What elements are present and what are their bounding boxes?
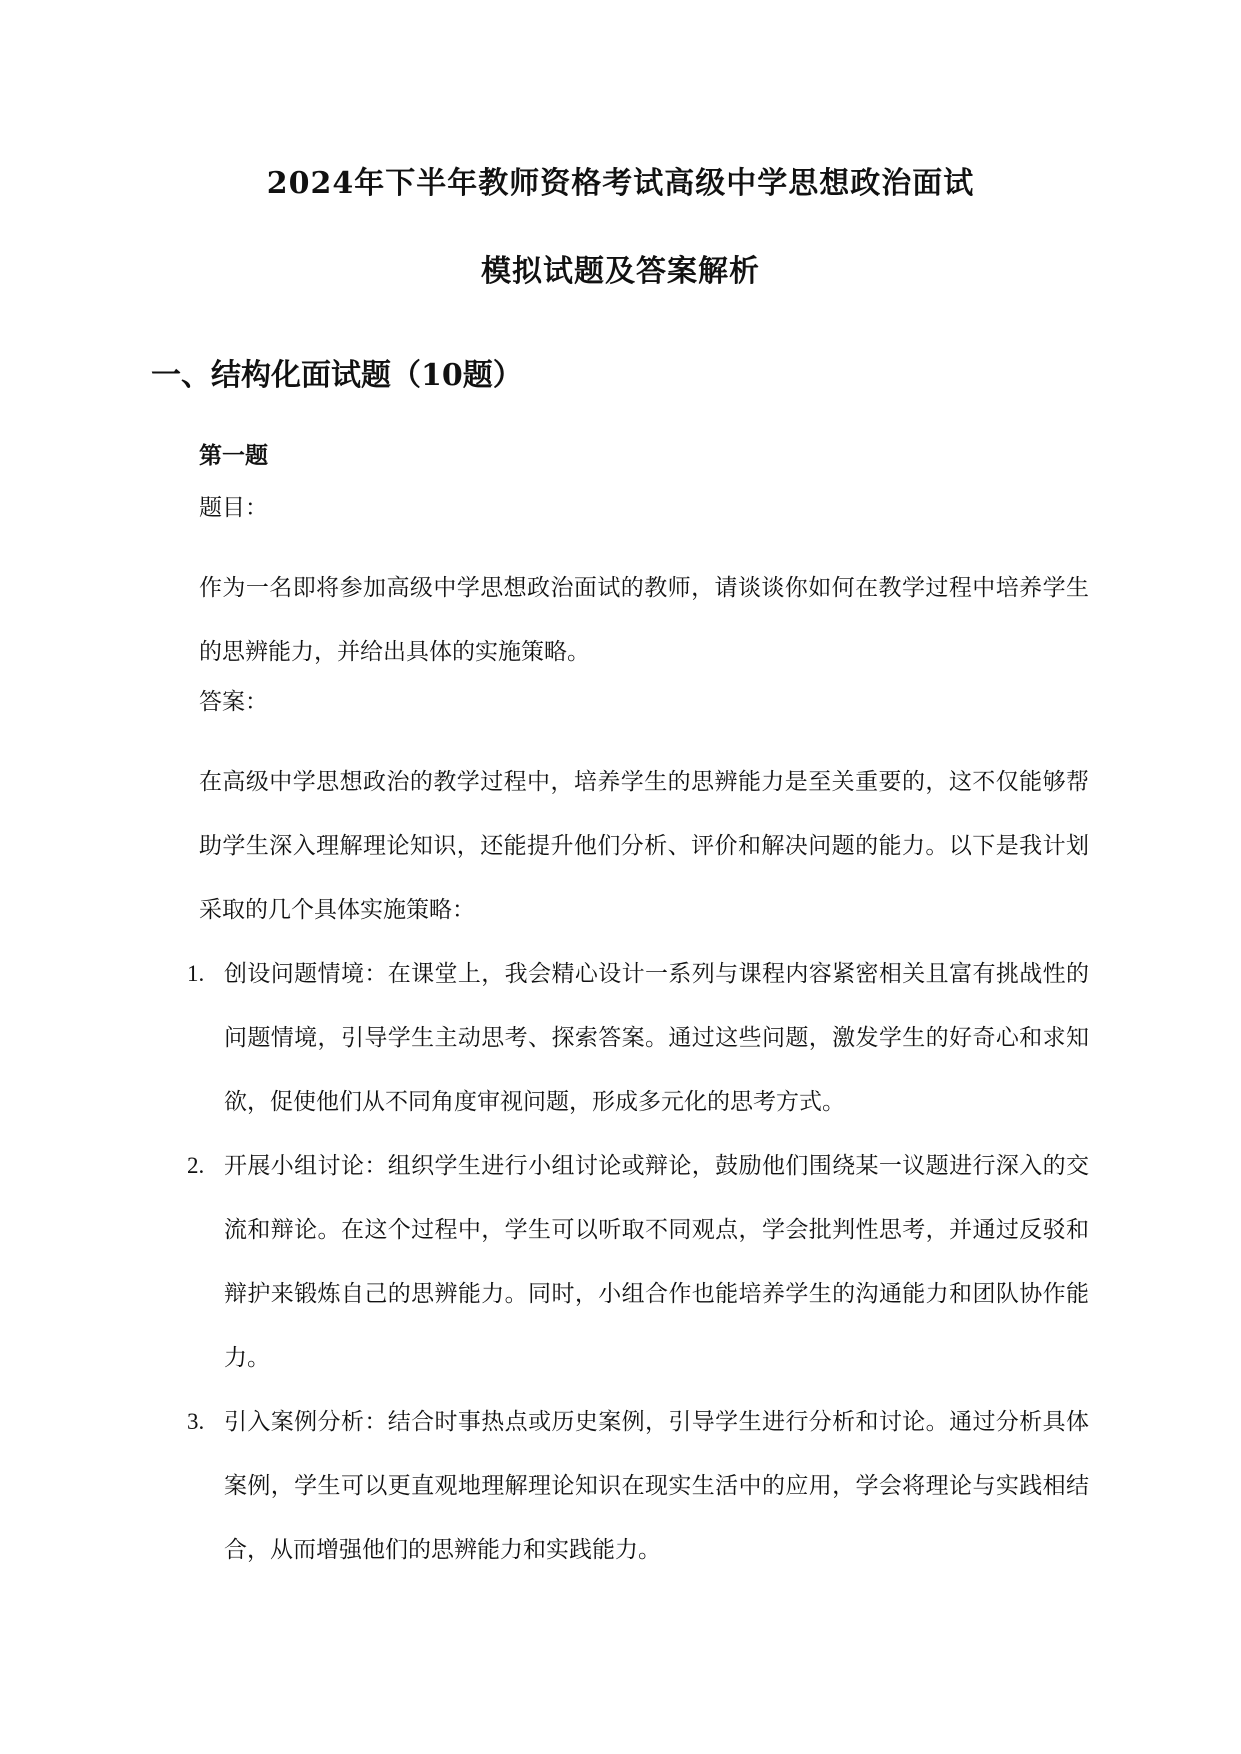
- strategy-item: [0, 1390, 1241, 1582]
- strategy-number: 2.: [187, 1153, 205, 1178]
- strategy-body: [224, 1134, 1089, 1390]
- strategy-number: 3.: [187, 1409, 205, 1434]
- strategy-label: 开展小组讨论：: [224, 1153, 388, 1179]
- answer-label: 答案：: [199, 689, 268, 715]
- strategy-list: [0, 942, 1241, 1582]
- answer-intro: 在高级中学思想政治的教学过程中，培养学生的思辨能力是至关重要的，这不仅能够帮助学生深入理解理论知识，还能提升他们分析、评价和解决问题的能力。以下是我计划采取的几个具体实施策略：: [199, 769, 1089, 923]
- strategy-text: 在课堂上，我会精心设计一系列与课程内容紧密相关且富有挑战性的问题情境，引导学生主动思考、探索答案。通过这些问题，激发学生的好奇心和求知欲，促使他们从不同角度审视问题，形成多元化的思考方式。: [224, 961, 1090, 1115]
- strategy-item: [0, 942, 1241, 1134]
- document-title-line-2: 模拟试题及答案解析: [481, 254, 760, 289]
- strategy-number: 1.: [187, 961, 205, 986]
- document-title-line-1: 2024年下半年教师资格考试高级中学思想政治面试: [266, 166, 975, 201]
- strategy-item: [0, 1134, 1241, 1390]
- strategy-label: 创设问题情境：: [224, 961, 388, 987]
- strategy-text: 组织学生进行小组讨论或辩论，鼓励他们围绕某一议题进行深入的交流和辩论。在这个过程中，学生可以听取不同观点，学会批判性思考，并通过反驳和辩护来锻炼自己的思辨能力。同时，小组合作也能培养学生的沟通能力和团队协作能力。: [224, 1153, 1090, 1371]
- strategy-body: [224, 1390, 1089, 1582]
- strategy-text: 结合时事热点或历史案例，引导学生进行分析和讨论。通过分析具体案例，学生可以更直观地理解理论知识在现实生活中的应用，学会将理论与实践相结合，从而增强他们的思辨能力和实践能力。: [224, 1409, 1090, 1563]
- strategy-label: 引入案例分析：: [224, 1409, 388, 1435]
- strategy-body: [224, 942, 1089, 1134]
- question-heading: 第一题: [199, 442, 268, 469]
- section-heading: 一、结构化面试题（10题）: [151, 358, 523, 393]
- question-text: 作为一名即将参加高级中学思想政治面试的教师，请谈谈你如何在教学过程中培养学生的思辨能力，并给出具体的实施策略。: [199, 575, 1089, 665]
- question-label: 题目：: [199, 495, 268, 521]
